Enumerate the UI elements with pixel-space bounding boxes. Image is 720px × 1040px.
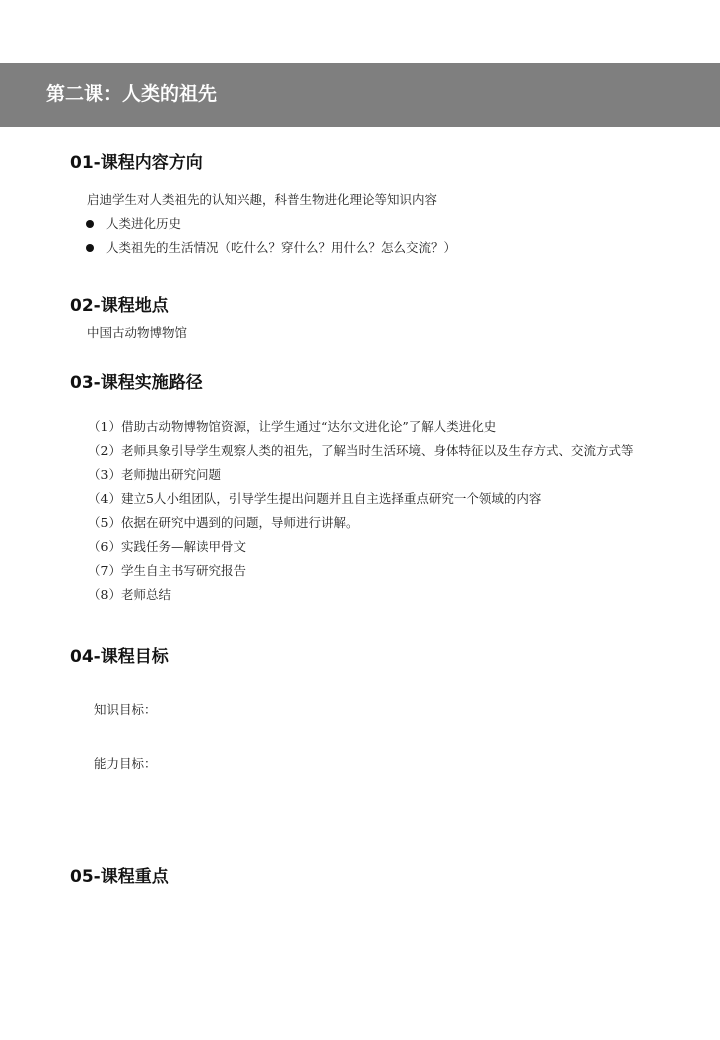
path-step: （3）老师抛出研究问题 [88,467,221,482]
path-step: （6）实践任务—解读甲骨文 [88,539,246,554]
content-intro: 启迪学生对人类祖先的认知兴趣，科普生物进化理论等知识内容 [87,192,438,207]
content-bullet-item [86,239,456,257]
section-heading-content: 01-课程内容方向 [70,153,203,173]
section-heading-path: 03-课程实施路径 [70,373,203,393]
path-step: （7）学生自主书写研究报告 [88,563,246,578]
path-step: （2）老师具象引导学生观察人类的祖先，了解当时生活环境、身体特征以及生存方式、交流方式等 [88,443,634,458]
ability-goal-label: 能力目标： [94,756,157,771]
path-step: （4）建立5人小组团队，引导学生提出问题并且自主选择重点研究一个领域的内容 [88,491,542,506]
path-step: （5）依据在研究中遇到的问题，导师进行讲解。 [88,515,359,530]
bullet-dot-icon [86,220,94,228]
section-heading-location: 02-课程地点 [70,296,169,316]
lesson-title: 第二课：人类的祖先 [46,83,218,105]
content-bullet-text: 人类进化历史 [106,216,182,231]
bullet-dot-icon [86,244,94,252]
content-bullet-text: 人类祖先的生活情况（吃什么？穿什么？用什么？怎么交流？） [106,240,457,255]
path-step: （1）借助古动物博物馆资源，让学生通过“达尔文进化论”了解人类进化史 [88,419,497,434]
path-step: （8）老师总结 [88,587,171,602]
section-heading-goals: 04-课程目标 [70,647,169,667]
content-bullet-item [86,215,181,233]
knowledge-goal-label: 知识目标： [94,702,157,717]
location-text: 中国古动物博物馆 [87,325,188,340]
section-heading-focus: 05-课程重点 [70,867,169,887]
lesson-title-bar [0,63,720,127]
